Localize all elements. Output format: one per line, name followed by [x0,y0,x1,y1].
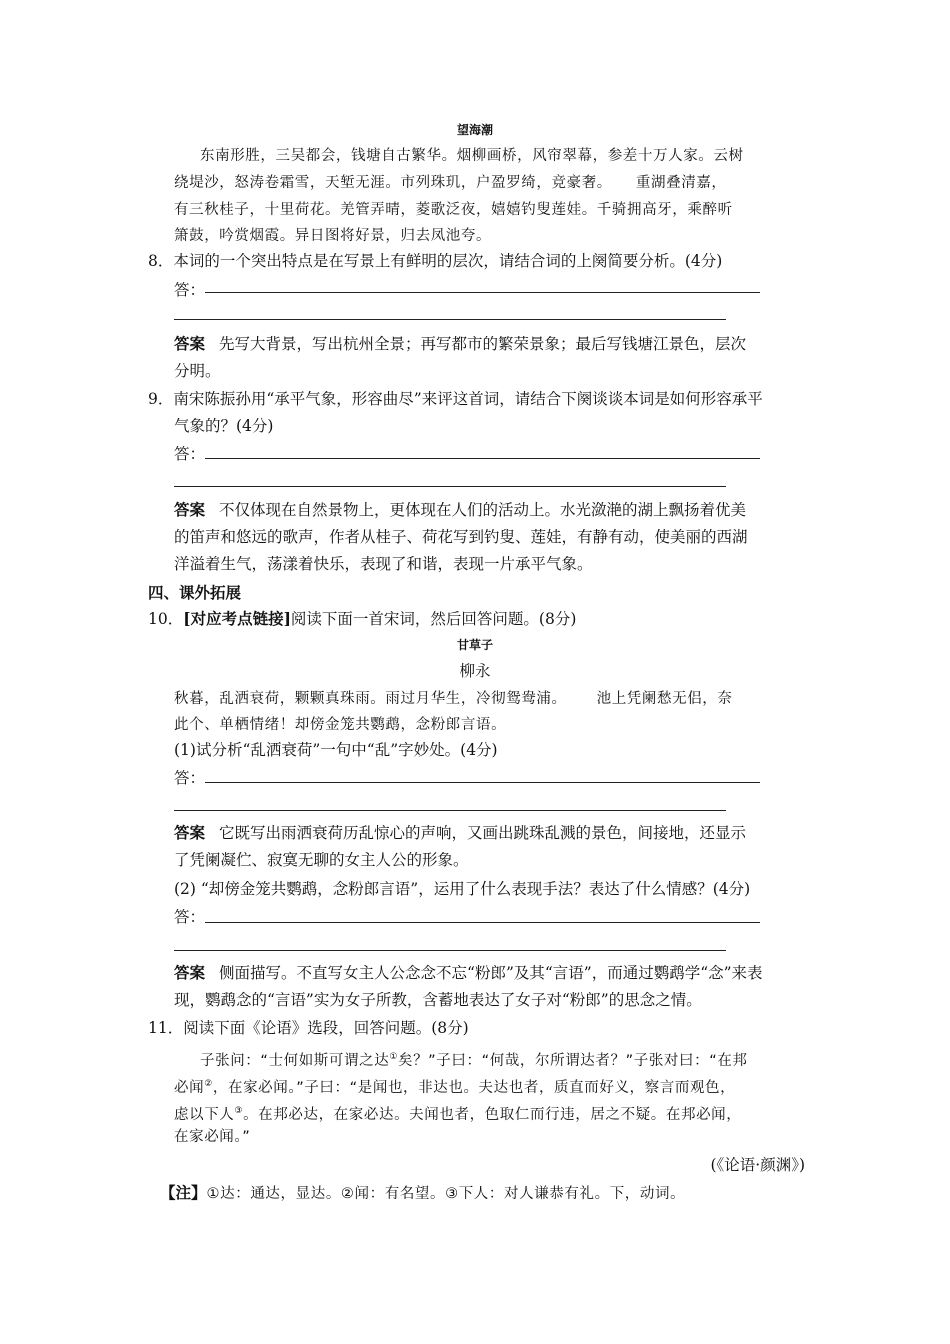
answer-line[interactable] [205,458,760,459]
poem-line: 此个、单栖情绪！却傍金笼共鹦鹉，念粉郎言语。 [174,717,507,733]
answer-line[interactable] [174,950,726,951]
answer-text: 现，鹦鹉念的“言语”实为女子所教，含蓄地表达了女子对“粉郎”的思念之情。 [174,991,702,1009]
poem-line-part: 绕堤沙，怒涛卷霜雪，天堑无涯。市列珠玑，户盈罗绮，竞豪奢。 [174,175,612,191]
answer-text: 答案 不仅体现在自然景物上，更体现在人们的活动上。水光潋滟的湖上飘扬着优美 [174,500,747,519]
poem-author: 柳永 [459,662,491,680]
answer-text: 了凭阑凝伫、寂寞无聊的女主人公的形象。 [174,851,469,869]
answer-label: 答案 [174,963,206,982]
subquestion-2: (2) “却傍金笼共鹦鹉，念粉郎言语”，运用了什么表现手法？表达了什么情感？(4分) [174,880,751,898]
footnote-mark: ② [204,1079,213,1089]
answer-prompt: 答： [174,908,206,926]
passage-line: 必闻②，在家必闻。”子曰：“是闻也，非达也。夫达也者，质直而好义，察言而观色， [174,1079,736,1096]
passage-source: (《论语·颜渊》) [710,1156,805,1174]
poem-line: 东南形胜，三吴都会，钱塘自古繁华。烟柳画桥，风帘翠幕，参差十万人家。云树 [200,148,744,164]
answer-text: 答案 先写大背景，写出杭州全景；再写都市的繁荣景象；最后写钱塘江景色，层次 [174,334,747,353]
section-heading: 四、课外拓展 [148,583,242,602]
answer-prompt: 答： [174,281,206,299]
subquestion-1: (1)试分析“乱洒衰荷”一句中“乱”字妙处。(4分) [174,741,498,759]
footnote-mark: ① [389,1052,398,1062]
passage-line: 在家必闻。” [174,1129,251,1145]
passage-line: 子张问：“士何如斯可谓之达①矣？”子曰：“何哉，尔所谓达者？”子张对曰：“在邦 [200,1052,748,1069]
question-9: 9．南宋陈振孙用“承平气象，形容曲尽”来评这首词，请结合下阕谈谈本词是如何形容承平 [148,390,763,408]
question-9-cont: 气象的？(4分) [174,417,274,435]
answer-prompt: 答： [174,445,206,463]
poem-line: 箫鼓，吟赏烟霞。异日图将好景，归去凤池夸。 [174,228,492,244]
answer-line[interactable] [174,319,726,320]
passage-line: 虑以下人③。在邦必达，在家必达。夫闻也者，色取仁而行违，居之不疑。在邦必闻， [174,1106,742,1123]
answer-text: 的笛声和悠远的歌声，作者从桂子、荷花写到钓叟、莲娃，有静有动，使美丽的西湖 [174,528,748,546]
answer-text: 答案 侧面描写。不直写女主人公念念不忘“粉郎”及其“言语”，而通过鹦鹉学“念”来表 [174,963,763,982]
answer-text: 分明。 [174,362,221,380]
poem-line: 有三秋桂子，十里荷花。羌管弄晴，菱歌泛夜，嬉嬉钓叟莲娃。千骑拥高牙，乘醉听 [174,202,733,218]
answer-line[interactable] [205,782,760,783]
question-10: 10．[对应考点链接]阅读下面一首宋词，然后回答问题。(8分) [148,609,577,628]
answer-label: 答案 [174,823,206,842]
poem-line-part: 重湖叠清嘉， [635,175,727,191]
footnote: 【注】①达：通达，显达。②闻：有名望。③下人：对人谦恭有礼。下，动词。 [160,1183,686,1202]
note-label: 【注】 [160,1183,207,1202]
answer-prompt: 答： [174,769,206,787]
poem-line: 秋暮，乱洒衰荷，颗颗真珠雨。雨过月华生，冷彻鸳鸯浦。 池上凭阑愁无侣，奈 [174,691,733,707]
answer-line[interactable] [174,486,726,487]
answer-line[interactable] [205,922,760,923]
answer-line[interactable] [174,810,726,811]
answer-label: 答案 [174,334,206,353]
answer-text: 洋溢着生气，荡漾着快乐，表现了和谐，表现一片承平气象。 [174,555,593,573]
answer-label: 答案 [174,500,206,519]
footnote-mark: ③ [234,1106,244,1116]
poem-title: 甘草子 [456,638,493,652]
poem-title: 望海潮 [456,123,493,137]
question-11: 11．阅读下面《论语》选段，回答问题。(8分) [148,1019,469,1037]
question-8: 8．本词的一个突出特点是在写景上有鲜明的层次，请结合词的上阕简要分析。(4分) [148,252,723,270]
answer-line[interactable] [205,292,760,293]
topic-link: [对应考点链接] [183,609,291,628]
answer-text: 答案 它既写出雨洒衰荷历乱惊心的声响，又画出跳珠乱溅的景色，间接地，还显示 [174,823,747,842]
poem-line [174,170,727,196]
